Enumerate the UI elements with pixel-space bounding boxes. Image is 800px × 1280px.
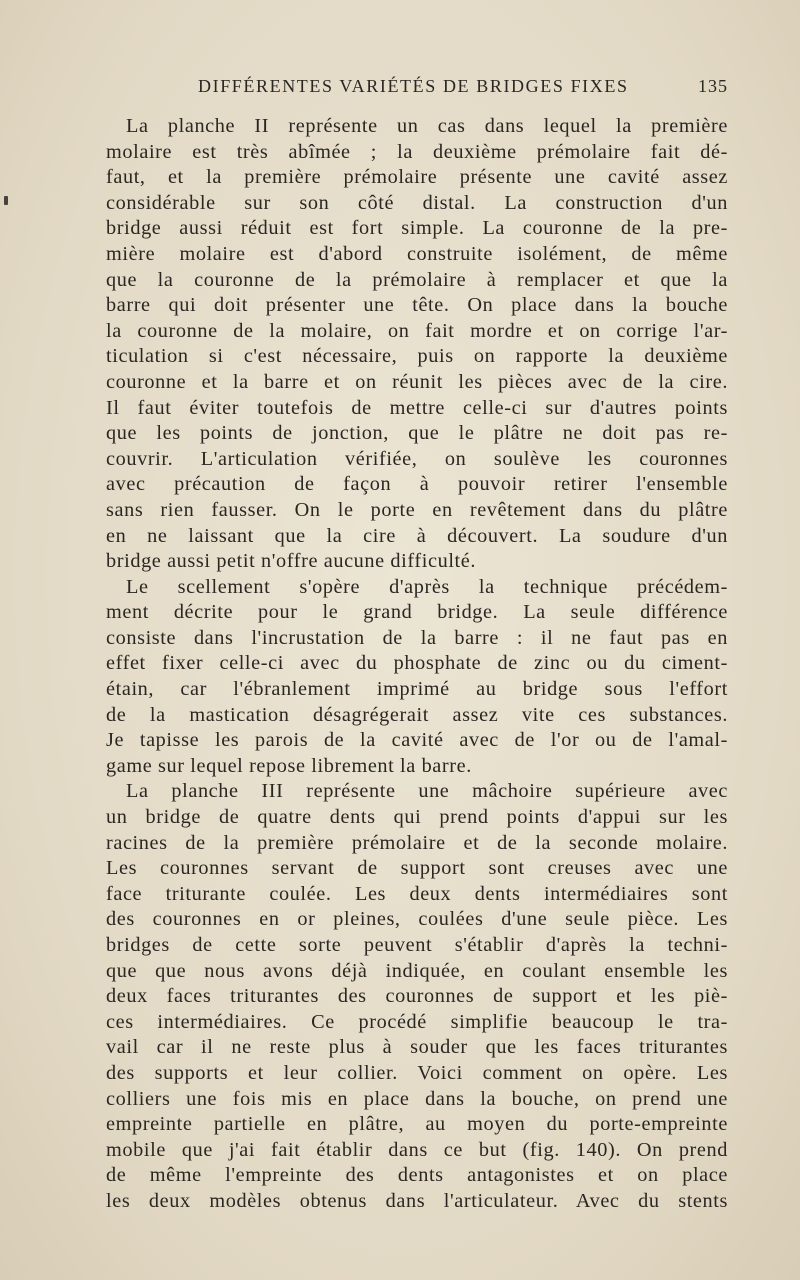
text-line: sans rien fausser. On le porte en revêtement dans du plâtre xyxy=(106,498,728,521)
text-line: de la mastication désagrégerait assez vite ces substances. xyxy=(106,703,728,726)
text-line: ment décrite pour le grand bridge. La seule différence xyxy=(106,601,728,624)
text-line: ces intermédiaires. Ce procédé simplifie beaucoup le tra- xyxy=(106,1010,728,1033)
text-line: bridge aussi réduit est fort simple. La couronne de la pre- xyxy=(106,217,728,240)
page-number: 135 xyxy=(698,76,728,96)
header-title: DIFFÉRENTES VARIÉTÉS DE BRIDGES FIXES xyxy=(198,76,629,96)
text-line: un bridge de quatre dents qui prend points d'appui sur les xyxy=(106,806,728,829)
text-line: étain, car l'ébranlement imprimé au bridge sous l'effort xyxy=(106,678,728,701)
text-line: Je tapisse les parois de la cavité avec de l'or ou de l'amal- xyxy=(106,729,728,752)
text-line: Les couronnes servant de support sont creuses avec une xyxy=(106,857,728,880)
text-line: game sur lequel repose librement la barre. xyxy=(106,754,472,777)
text-line: face triturante coulée. Les deux dents intermédiaires sont xyxy=(106,882,728,905)
text-line: la couronne de la molaire, on fait mordre et on corrige l'ar- xyxy=(106,319,728,342)
text-line: molaire est très abîmée ; la deuxième prémolaire fait dé- xyxy=(106,140,728,163)
margin-speck xyxy=(4,196,8,205)
text-line: ticulation si c'est nécessaire, puis on rapporte la deuxième xyxy=(106,345,728,368)
text-line: faut, et la première prémolaire présente une cavité assez xyxy=(106,166,728,189)
text-line: couvrir. L'articulation vérifiée, on soulève les couronnes xyxy=(106,447,728,470)
text-line: couronne et la barre et on réunit les pièces avec de la cire. xyxy=(106,370,728,393)
text-line: racines de la première prémolaire et de la seconde molaire. xyxy=(106,831,728,854)
text-line: consiste dans l'incrustation de la barre : il ne faut pas en xyxy=(106,626,728,649)
text-line: des supports et leur collier. Voici comment on opère. Les xyxy=(106,1061,728,1084)
text-line: les deux modèles obtenus dans l'articulateur. Avec du stents xyxy=(106,1189,728,1212)
text-line: considérable sur son côté distal. La construction d'un xyxy=(106,191,728,214)
text-line: vail car il ne reste plus à souder que les faces triturantes xyxy=(106,1036,728,1059)
text-line: que que nous avons déjà indiquée, en coulant ensemble les xyxy=(106,959,728,982)
text-line: que les points de jonction, que le plâtre ne doit pas re- xyxy=(106,422,728,445)
text-line: des couronnes en or pleines, coulées d'une seule pièce. Les xyxy=(106,908,728,931)
text-line: Le scellement s'opère d'après la technique précédem- xyxy=(126,575,728,598)
text-line: empreinte partielle en plâtre, au moyen du porte-empreinte xyxy=(106,1113,728,1136)
text-line: avec précaution de façon à pouvoir retirer l'ensemble xyxy=(106,473,728,496)
text-line: barre qui doit présenter une tête. On place dans la bouche xyxy=(106,294,728,317)
text-line: que la couronne de la prémolaire à remplacer et que la xyxy=(106,268,728,291)
text-line: de même l'empreinte des dents antagonistes et on place xyxy=(106,1164,728,1187)
text-line: La planche III représente une mâchoire supérieure avec xyxy=(126,780,728,803)
text-line: effet fixer celle-ci avec du phosphate de zinc ou du ciment- xyxy=(106,652,728,675)
text-line: mière molaire est d'abord construite isolément, de même xyxy=(106,242,728,265)
text-line: colliers une fois mis en place dans la bouche, on prend une xyxy=(106,1087,728,1110)
text-line: Il faut éviter toutefois de mettre celle-ci sur d'autres points xyxy=(106,396,728,419)
running-header xyxy=(110,74,728,102)
text-line: mobile que j'ai fait établir dans ce but (fig. 140). On prend xyxy=(106,1138,728,1161)
body-text xyxy=(106,114,728,1215)
text-line: deux faces triturantes des couronnes de support et les piè- xyxy=(106,985,728,1008)
text-line: bridge aussi petit n'offre aucune difficulté. xyxy=(106,550,477,573)
text-line: La planche II représente un cas dans lequel la première xyxy=(126,115,728,137)
text-line: en ne laissant que la cire à découvert. La soudure d'un xyxy=(106,524,728,547)
text-line: bridges de cette sorte peuvent s'établir d'après la techni- xyxy=(106,934,728,956)
